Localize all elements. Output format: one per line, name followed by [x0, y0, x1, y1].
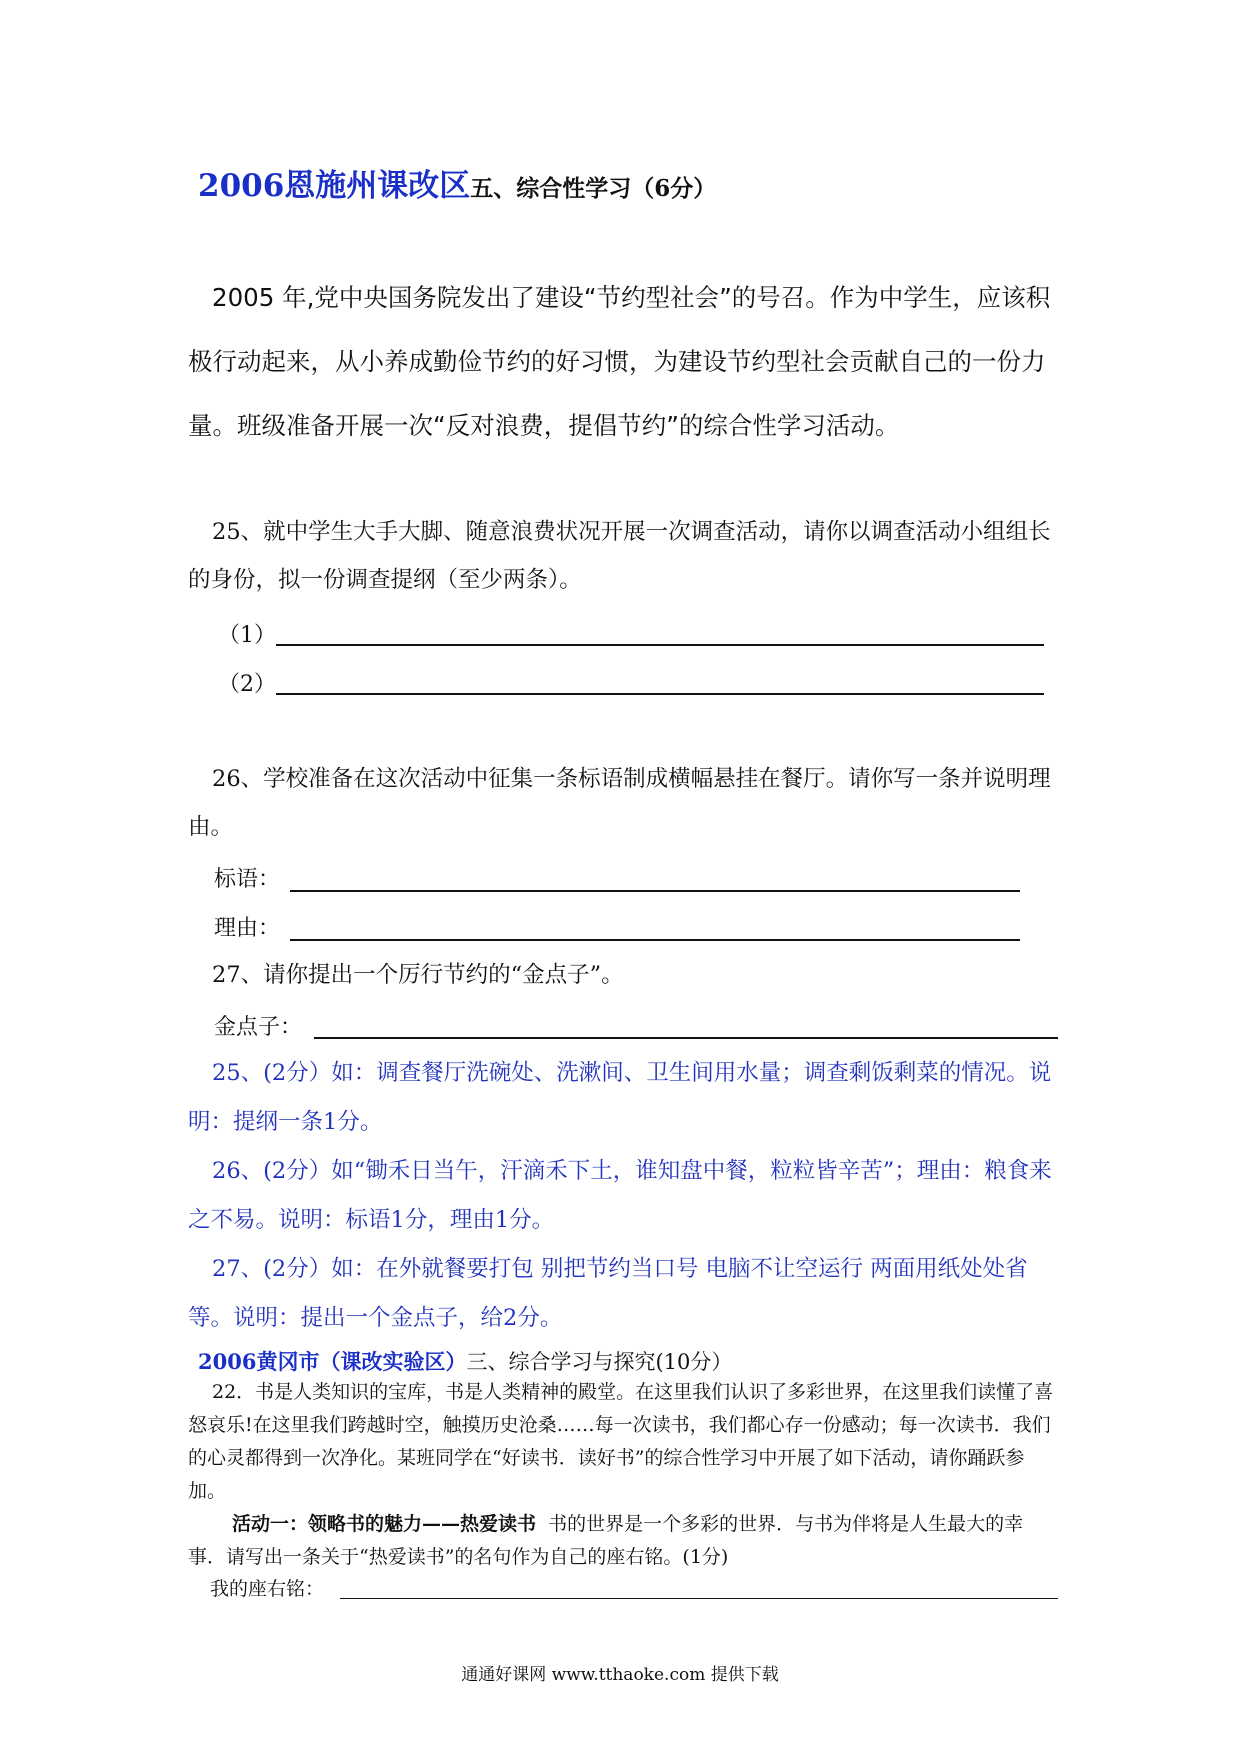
q26-slogan-label: 标语： [214, 867, 281, 892]
q25-answer-line-1[interactable] [276, 644, 1044, 646]
intro-paragraph: 2005 年,党中央国务院发出了建设“节约型社会”的号召。作为中学生，应该积极行动起来，从小养成勤俭节约的好习惯，为建设节约型社会贡献自己的一份力量。班级准备开展一次“反对浪费，提倡节约”的综合性学习活动。 [188, 283, 1051, 440]
activity-1 [188, 1508, 1058, 1574]
motto-label: 我的座右铭： [210, 1578, 325, 1600]
q25-item-1-label: （1） [218, 623, 276, 648]
q25-item-2-label: （2） [218, 672, 276, 697]
section1-region: 2006恩施州课改区 [198, 168, 471, 204]
activity-1-body: 书的世界是一个多彩的世界．与书为伴将是人生最大的幸事．请写出一条关于“热爱读书”的名句作为自己的座右铭。(1分) [188, 1513, 1024, 1568]
section2-title [198, 1346, 732, 1376]
section1-title [198, 160, 716, 205]
activity-1-title: 活动一：领略书的魅力——热爱读书 [232, 1513, 537, 1535]
q26-slogan-line[interactable] [290, 890, 1020, 892]
q27-idea-label: 金点子： [214, 1015, 303, 1040]
question-27: 27、请你提出一个厉行节约的“金点子”。 [212, 962, 624, 988]
page-footer: 通通好课网 www.tthaoke.com 提供下载 [461, 1665, 779, 1685]
motto-line[interactable] [340, 1598, 1058, 1599]
answer-25: 25、(2分）如：调查餐厅洗碗处、洗漱间、卫生间用水量；调查剩饭剩菜的情况。说明：提纲一条1分。 [188, 1060, 1052, 1135]
question-26: 26、学校准备在这次活动中征集一条标语制成横幅悬挂在餐厅。请你写一条并说明理由。 [188, 766, 1051, 840]
question-25: 25、就中学生大手大脚、随意浪费状况开展一次调查活动，请你以调查活动小组组长的身份，拟一份调查提纲（至少两条）。 [188, 519, 1051, 593]
answer-26: 26、(2分）如“锄禾日当午，汗滴禾下土，谁知盘中餐，粒粒皆辛苦”；理由：粮食来之不易。说明：标语1分，理由1分。 [188, 1158, 1052, 1233]
q25-answer-line-2[interactable] [276, 693, 1044, 695]
question-22: 22．书是人类知识的宝库，书是人类精神的殿堂。在这里我们认识了多彩世界，在这里我们读懂了喜怒哀乐!在这里我们跨越时空，触摸历史沧桑……每一次读书，我们都心存一份感动；每一次读书．我们的心灵都得到一次净化。某班同学在“好读书．读好书”的综合性学习中开展了如下活动，请你踊跃参加。 [188, 1381, 1054, 1502]
answer-27: 27、(2分）如：在外就餐要打包 别把节约当口号 电脑不让空运行 两面用纸处处省等。说明：提出一个金点子，给2分。 [188, 1256, 1028, 1331]
section2-heading: 三、综合学习与探究(10分） [466, 1350, 733, 1374]
q27-idea-line[interactable] [314, 1037, 1058, 1039]
section1-heading: 五、综合性学习（6分） [470, 175, 717, 202]
q26-reason-label: 理由： [214, 916, 281, 941]
q26-reason-line[interactable] [290, 939, 1020, 941]
section2-region: 2006黄冈市（课改实验区） [198, 1349, 467, 1374]
